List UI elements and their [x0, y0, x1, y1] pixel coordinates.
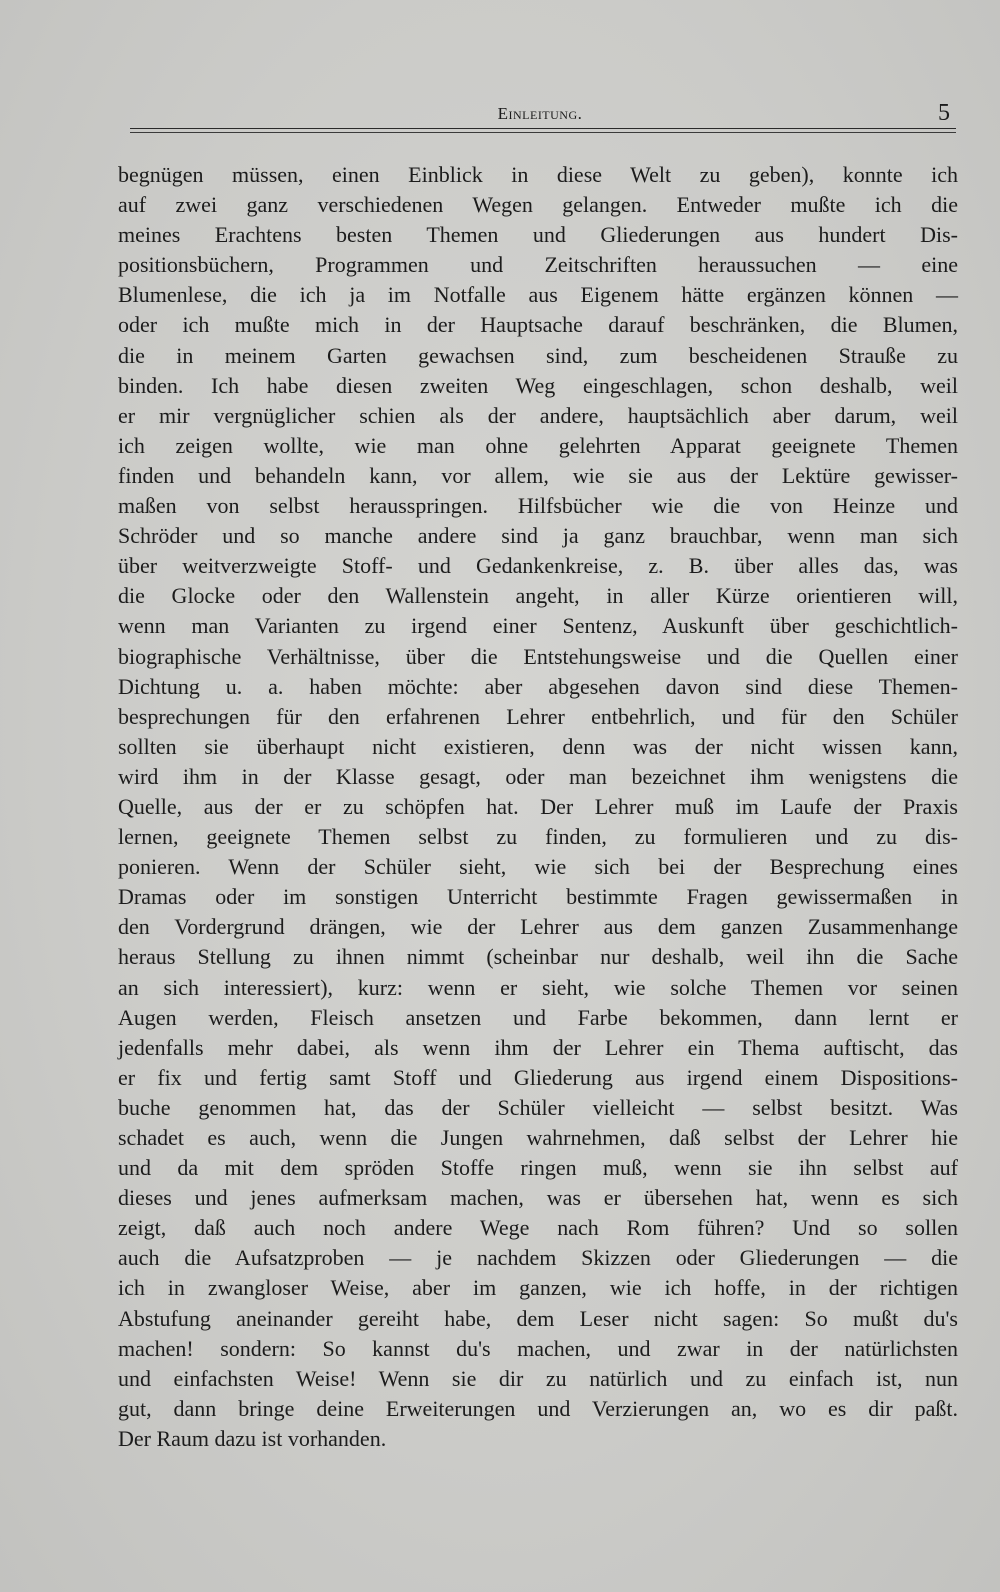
text-line: ponieren. Wenn der Schüler sieht, wie sich bei der Besprechung eines — [118, 854, 958, 880]
text-line: sollten sie überhaupt nicht existieren, denn was der nicht wissen kann, — [118, 733, 958, 759]
text-line: schadet es auch, wenn die Jungen wahrnehmen, daß selbst der Lehrer hie — [118, 1125, 958, 1150]
text-line: auch die Aufsatzproben — je nachdem Skizzen oder Gliederungen — die — [118, 1245, 958, 1271]
text-line: wenn man Varianten zu irgend einer Sentenz, Auskunft über geschichtlich- — [118, 613, 958, 639]
text-line: heraus Stellung zu ihnen nimmt (scheinbar nur deshalb, weil ihn die Sache — [118, 944, 958, 970]
text-line: Quelle, aus der er zu schöpfen hat. Der Lehrer muß im Laufe der Praxis — [118, 793, 958, 819]
text-line: binden. Ich habe diesen zweiten Weg eingeschlagen, schon deshalb, weil — [118, 372, 958, 398]
body-text — [118, 160, 958, 1454]
page-number: 5 — [938, 100, 950, 126]
text-line: über weitverzweigte Stoff- und Gedankenkreise, z. B. über alles das, was — [118, 553, 958, 579]
text-line: besprechungen für den erfahrenen Lehrer entbehrlich, und für den Schüler — [118, 703, 958, 729]
text-line: Abstufung aneinander gereiht habe, dem Leser nicht sagen: So mußt du's — [118, 1305, 958, 1331]
text-line: den Vordergrund drängen, wie der Lehrer aus dem ganzen Zusammenhange — [118, 914, 958, 940]
text-line: an sich interessiert), kurz: wenn er sieht, wie solche Themen vor seinen — [118, 974, 958, 1000]
text-line: Dichtung u. a. haben möchte: aber abgesehen davon sind diese Themen- — [118, 673, 958, 699]
text-line: ich in zwangloser Weise, aber im ganzen, wie ich hoffe, in der richtigen — [118, 1275, 958, 1301]
text-line: machen! sondern: So kannst du's machen, und zwar in der natürlichsten — [118, 1335, 958, 1361]
header-rule — [130, 128, 956, 129]
text-line: lernen, geeignete Themen selbst zu finden, zu formulieren und zu dis- — [118, 824, 958, 850]
text-line: gut, dann bringe deine Erweiterungen und Verzierungen an, wo es dir paßt. — [118, 1395, 958, 1421]
text-line: wird ihm in der Klasse gesagt, oder man bezeichnet ihm wenigstens die — [118, 763, 958, 789]
running-title: Einleitung. — [497, 104, 583, 123]
text-line: jedenfalls mehr dabei, als wenn ihm der Lehrer ein Thema auftischt, das — [118, 1034, 958, 1060]
text-line: er mir vergnüglicher schien als der andere, hauptsächlich aber darum, weil — [118, 402, 958, 428]
text-line: und einfachsten Weise! Wenn sie dir zu natürlich und zu einfach ist, nun — [118, 1365, 958, 1391]
text-line: ich zeigen wollte, wie man ohne gelehrten Apparat geeignete Themen — [118, 432, 958, 458]
text-line: biographische Verhältnisse, über die Entstehungsweise und die Quellen einer — [118, 643, 958, 669]
text-line: zeigt, daß auch noch andere Wege nach Rom führen? Und so sollen — [118, 1215, 958, 1241]
text-line: die Glocke oder den Wallenstein angeht, in aller Kürze orientieren will, — [118, 583, 958, 609]
text-line: die in meinem Garten gewachsen sind, zum bescheidenen Strauße zu — [118, 342, 958, 368]
text-line: Augen werden, Fleisch ansetzen und Farbe bekommen, dann lernt er — [118, 1004, 958, 1030]
text-line: oder ich mußte mich in der Hauptsache darauf beschränken, die Blumen, — [118, 312, 958, 338]
text-line: meines Erachtens besten Themen und Gliederungen aus hundert Dis- — [118, 222, 958, 248]
text-line: auf zwei ganz verschiedenen Wegen gelangen. Entweder mußte ich die — [118, 192, 958, 218]
text-line: Dramas oder im sonstigen Unterricht bestimmte Fragen gewissermaßen in — [118, 884, 958, 910]
text-line: begnügen müssen, einen Einblick in diese Welt zu geben), konnte ich — [118, 162, 958, 187]
text-line: buche genommen hat, das der Schüler vielleicht — selbst besitzt. Was — [118, 1094, 958, 1120]
text-line: maßen von selbst herausspringen. Hilfsbücher wie die von Heinze und — [118, 493, 958, 519]
text-line: Blumenlese, die ich ja im Notfalle aus Eigenem hätte ergänzen können — — [118, 282, 958, 308]
text-line: Der Raum dazu ist vorhanden. — [118, 1425, 387, 1451]
text-line: dieses und jenes aufmerksam machen, was er übersehen hat, wenn es sich — [118, 1185, 958, 1211]
text-line: Schröder und so manche andere sind ja ganz brauchbar, wenn man sich — [118, 523, 958, 549]
text-line: und da mit dem spröden Stoffe ringen muß, wenn sie ihn selbst auf — [118, 1155, 958, 1181]
text-line: positionsbüchern, Programmen und Zeitschriften heraussuchen — eine — [118, 252, 958, 278]
header-rule-secondary — [130, 132, 956, 133]
text-line: er fix und fertig samt Stoff und Gliederung aus irgend einem Dispositions- — [118, 1064, 958, 1090]
text-line: finden und behandeln kann, vor allem, wie sie aus der Lektüre gewisser- — [118, 462, 958, 488]
